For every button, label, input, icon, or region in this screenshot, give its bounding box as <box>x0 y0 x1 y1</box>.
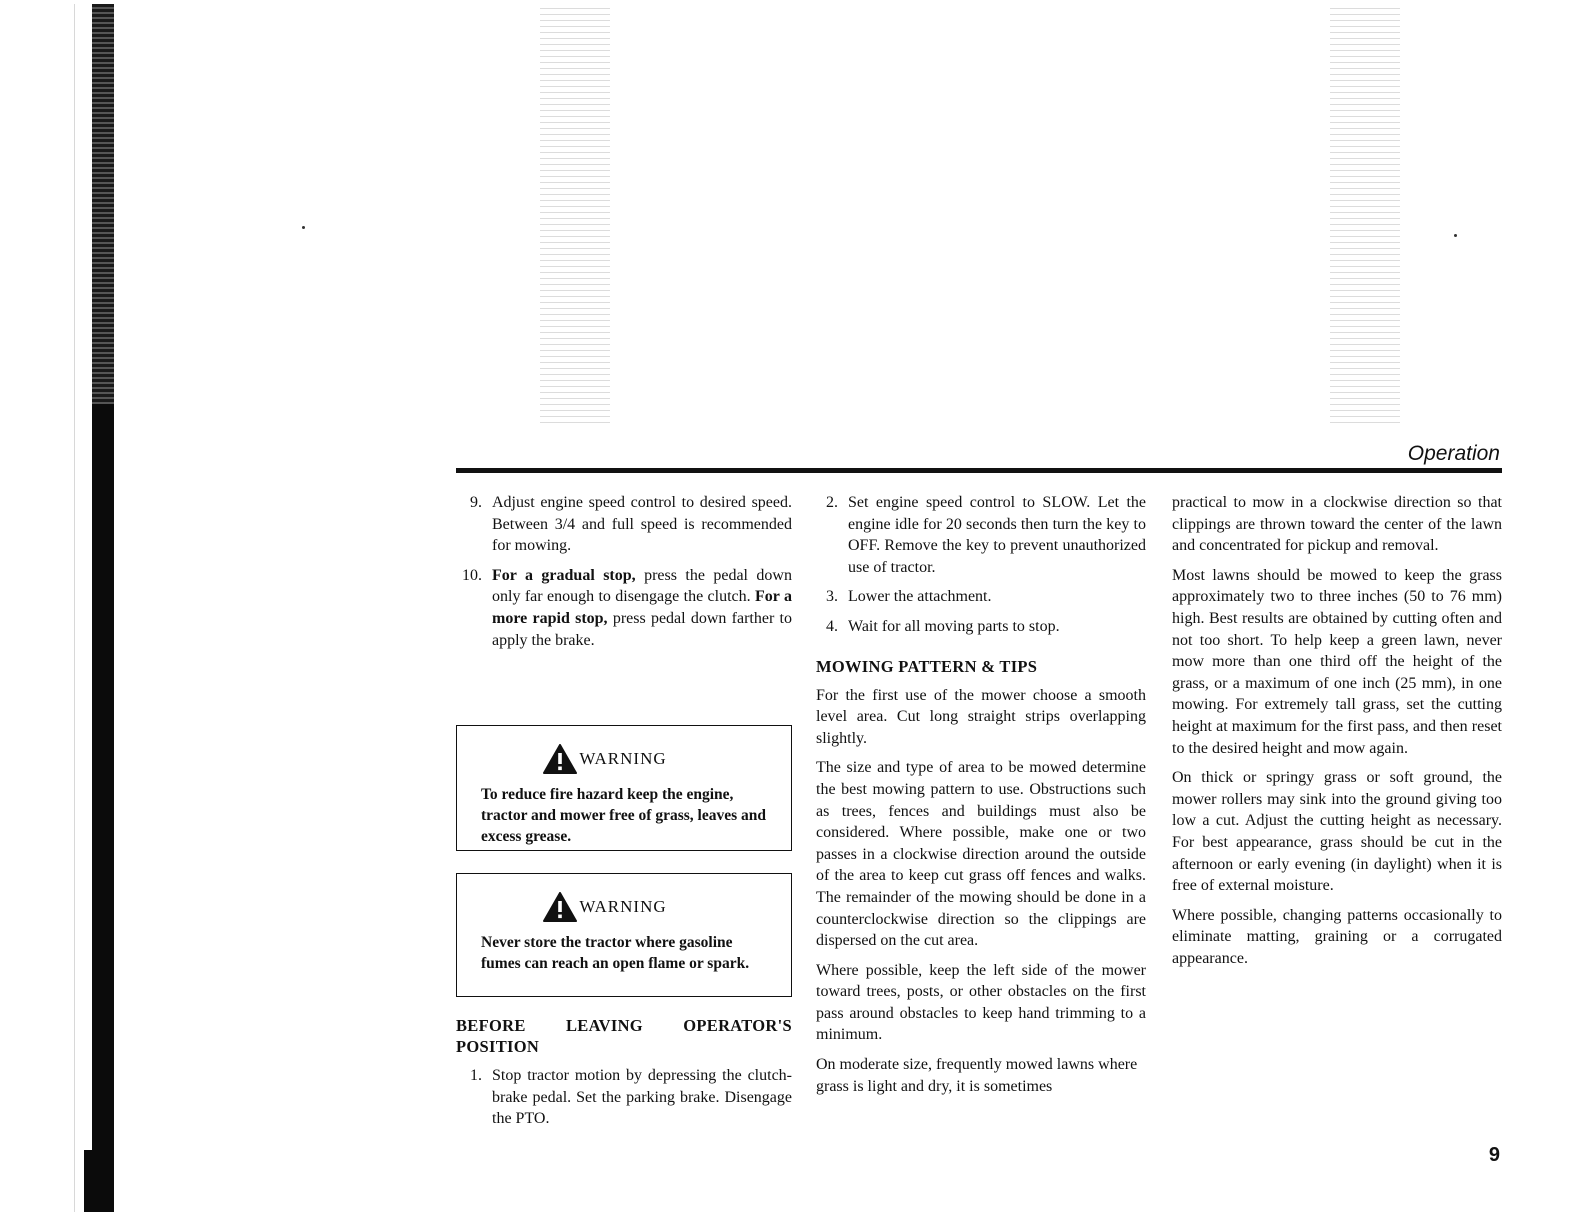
mowing-pattern-heading: MOWING PATTERN & TIPS <box>816 656 1038 676</box>
step-number: 3. <box>826 588 838 606</box>
mowing-paragraph: On moderate size, frequently mowed lawns where grass is light and dry, it is sometimes <box>816 1056 1138 1095</box>
warning-box-storage <box>456 873 792 997</box>
gradual-stop-text: press the pedal down only far enough to disengage the clutch. <box>492 566 792 606</box>
step-10 <box>456 565 792 651</box>
warning-label: WARNING <box>579 749 667 769</box>
step-text: Wait for all moving parts to stop. <box>848 617 1060 635</box>
scan-dot <box>302 226 305 229</box>
leaving-step-1 <box>456 1065 792 1130</box>
gradual-stop-label: For a gradual stop, <box>492 566 636 584</box>
section-title: Operation <box>1407 442 1500 465</box>
rapid-stop-label: For a more rapid stop, <box>492 588 792 627</box>
step-text: Lower the attachment. <box>848 588 992 606</box>
binding-strip-texture <box>92 4 114 404</box>
step-text: Stop tractor motion by depressing the clutch-brake pedal. Set the parking brake. Disengage the PTO. <box>492 1067 792 1128</box>
warning-label: WARNING <box>579 897 667 917</box>
scan-speckle-right <box>1330 8 1400 426</box>
step-number: 10. <box>462 566 482 584</box>
leaving-step-3 <box>816 586 1146 608</box>
header-rule <box>456 468 1502 473</box>
warning-triangle-icon <box>543 892 577 922</box>
step-number: 1. <box>470 1067 482 1085</box>
binding-foot-mark <box>84 1150 94 1212</box>
mowing-paragraph: Most lawns should be mowed to keep the grass approximately two to three inches (50 to 76 mm) high. Best results are obtained by cutting often and not too short. To help keep a green lawn, never mow more than one third off the height of the grass, or a maximum of one inch (25 mm), in one mowing. For extremely tall grass, set the cutting height at maximum for the first pass, and then reset to the desired height and mow again. <box>1172 566 1502 757</box>
warning-heading <box>481 892 769 922</box>
before-leaving-heading: BEFORE LEAVING OPERATOR'S POSITION <box>456 1016 792 1057</box>
page-number: 9 <box>1488 1144 1500 1166</box>
scan-dot <box>1454 234 1457 237</box>
step-9 <box>456 492 792 557</box>
rapid-stop-text: press pedal down farther to apply the brake. <box>492 609 792 649</box>
page-edge-line <box>74 4 75 1212</box>
step-number: 4. <box>826 617 838 635</box>
warning-text: Never store the tractor where gasoline fumes can reach an open flame or spark. <box>481 934 750 973</box>
leaving-step-4 <box>816 616 1146 638</box>
column-3 <box>1172 492 1502 977</box>
step-text <box>492 565 792 651</box>
mowing-paragraph: Where possible, changing patterns occasionally to eliminate matting, graining or a corrugated appearance. <box>1172 906 1502 967</box>
warning-triangle-icon <box>543 744 577 774</box>
step-text: Set engine speed control to SLOW. Let the engine idle for 20 seconds then turn the key to OFF. Remove the key to prevent unauthorized use of tractor. <box>848 494 1146 576</box>
column-2 <box>816 492 1146 1105</box>
column-1 <box>456 492 792 1138</box>
mowing-paragraph: The size and type of area to be mowed determine the best mowing pattern to use. Obstructions such as trees, fences and buildings must also be considered. Where possible, make one or two passes in a clockwise direction around the outside of the area to keep cut grass off fences and walks. The remainder of the mowing should be done in a counterclockwise direction so the clippings are dispersed on the cut area. <box>816 759 1146 950</box>
mowing-paragraph: Where possible, keep the left side of the mower toward trees, posts, or other obstacles on the first pass around obstacles to keep hand trimming to a minimum. <box>816 961 1146 1044</box>
mowing-paragraph: practical to mow in a clockwise direction so that clippings are thrown toward the center of the lawn and concentrated for pickup and removal. <box>1172 494 1502 555</box>
step-text: Adjust engine speed control to desired speed. Between 3/4 and full speed is recommended for mowing. <box>492 494 792 555</box>
warning-text: To reduce fire hazard keep the engine, tractor and mower free of grass, leaves and excess grease. <box>481 786 766 846</box>
mowing-paragraph: On thick or springy grass or soft ground, the mower rollers may sink into the ground giving too low a cut. Adjust the cutting height as necessary. For best appearance, grass should be cut in the afternoon or early evening (in daylight) when it is free of external moisture. <box>1172 769 1502 895</box>
warning-heading <box>481 744 769 774</box>
warning-box-fire-hazard <box>456 725 792 851</box>
step-number: 2. <box>826 494 838 511</box>
mowing-paragraph: For the first use of the mower choose a smooth level area. Cut long straight strips overlapping slightly. <box>816 686 1146 747</box>
leaving-step-2 <box>816 492 1146 578</box>
step-number: 9. <box>470 494 482 511</box>
scan-speckle-left <box>540 8 610 426</box>
